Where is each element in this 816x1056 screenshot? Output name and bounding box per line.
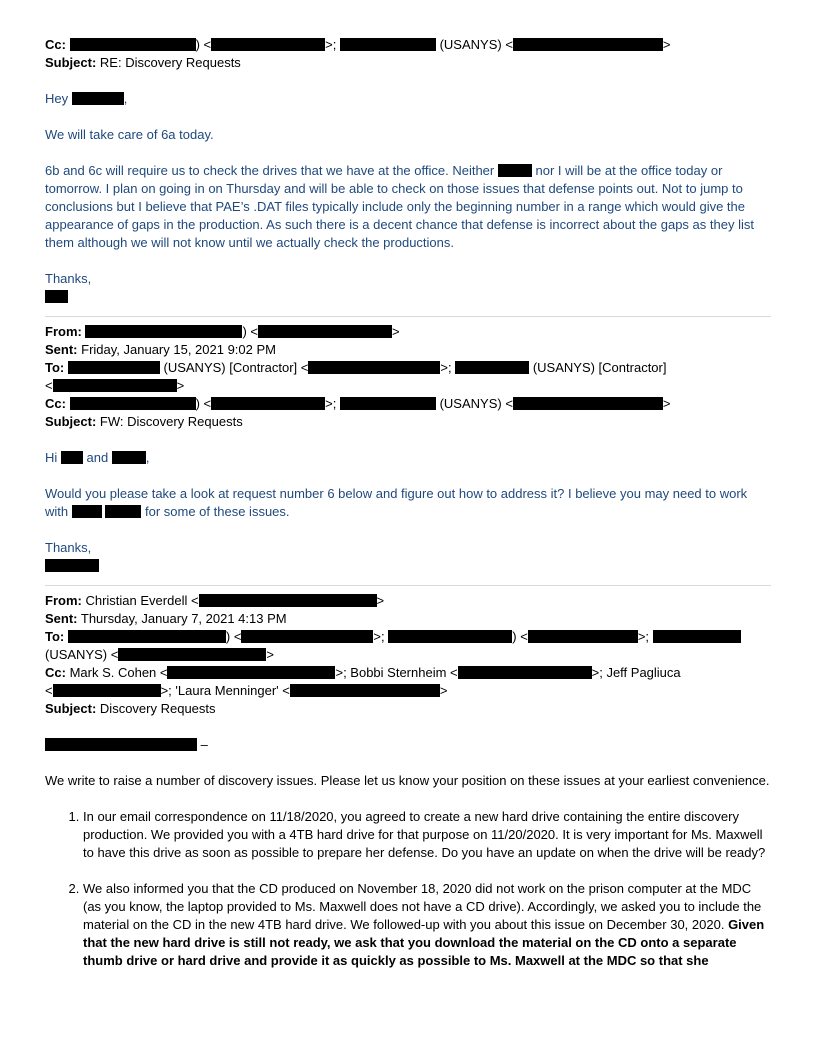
email-document: [45, 36, 771, 988]
fw-cc-line: Cc: ) < >; (USANYS) < >: [45, 396, 671, 411]
cc-line: Cc: ) < >; (USANYS) < >: [45, 37, 671, 52]
list-item: 1. In our email correspondence on 11/18/2020, you agreed to create a new hard drive containing the entire discovery production. We provided you with a 4TB hard drive for that purpose on 11/20/2020. It is very important for Ms. Maxwell to have this drive as soon as possible to prepare her defense. Do you have an update on when the drive will be ready?: [83, 808, 771, 862]
redaction: [340, 397, 436, 410]
separator: [45, 316, 771, 317]
redaction: [340, 38, 436, 51]
redaction: [241, 630, 373, 643]
reply-greeting: Hey ,: [45, 91, 128, 106]
reply-paragraph-1: We will take care of 6a today.: [45, 127, 214, 142]
redaction: [290, 684, 440, 697]
redaction: [112, 451, 146, 464]
fw-subject-line: Subject: FW: Discovery Requests: [45, 414, 243, 429]
redaction: [498, 164, 532, 177]
fw-signature: [45, 557, 771, 575]
redaction: [45, 290, 68, 303]
fw-to-line-2: < >: [45, 378, 185, 393]
separator: [45, 585, 771, 586]
redaction: [70, 38, 196, 51]
redaction: [211, 38, 325, 51]
redaction: [85, 325, 242, 338]
redaction: [528, 630, 638, 643]
redaction: [211, 397, 325, 410]
orig-sent-line: Sent: Thursday, January 7, 2021 4:13 PM: [45, 611, 287, 626]
redaction: [68, 630, 226, 643]
fw-sent-line: Sent: Friday, January 15, 2021 9:02 PM: [45, 342, 276, 357]
redaction: [45, 559, 99, 572]
fw-greeting: Hi and ,: [45, 450, 150, 465]
orig-intro: We write to raise a number of discovery issues. Please let us know your position on these issues at your earliest convenience.: [45, 773, 770, 788]
redaction: [53, 684, 161, 697]
redaction: [653, 630, 741, 643]
fw-signoff: Thanks,: [45, 540, 92, 555]
redaction: [308, 361, 440, 374]
redaction: [53, 379, 177, 392]
orig-salutation: –: [45, 736, 771, 754]
reply-signature: [45, 288, 771, 306]
list-item: 2. We also informed you that the CD produced on November 18, 2020 did not work on the prison computer at the MDC (as you know, the laptop provided to Ms. Maxwell does not have a CD drive). Accordingly, we asked you to include the material on the CD in the new 4TB hard drive. We followed-up with you about this issue on December 30, 2020. Given that the new hard drive is still not ready, we ask that you download the material on the CD onto a separate thumb drive or hard drive and provide it as quickly as possible to Ms. Maxwell at the MDC so that she: [83, 880, 771, 970]
redaction: [258, 325, 392, 338]
redaction: [72, 92, 124, 105]
redaction: [45, 738, 197, 751]
subject-text: RE: Discovery Requests: [99, 55, 241, 70]
cc-label: Cc:: [45, 37, 66, 52]
subject-line: Subject: RE: Discovery Requests: [45, 55, 241, 70]
reply-paragraph-2: 6b and 6c will require us to check the drives that we have at the office. Neither nor I will be at the office today or tomorrow. I plan on going in on Thursday and will be able to check on those issues that defense points out. Not to jump to conclusions but I believe that PAE’s .DAT files typically include only the beginning number in a range which would give the appearance of gaps in the production. As such there is a decent chance that defense is incorrect about the gaps as they list them although we will not know until we actually check the productions.: [45, 163, 754, 250]
redaction: [68, 361, 160, 374]
redaction: [61, 451, 83, 464]
redaction: [455, 361, 529, 374]
orig-cc-line-2: < >; 'Laura Menninger' < >: [45, 683, 448, 698]
redaction: [72, 505, 102, 518]
orig-from-line: From: Christian Everdell < >: [45, 593, 385, 608]
fw-from-line: From: ) < >: [45, 324, 400, 339]
redaction: [199, 594, 377, 607]
redaction: [167, 666, 335, 679]
orig-cc-line: Cc: Mark S. Cohen < >; Bobbi Sternheim < >; Jeff Pagliuca: [45, 665, 681, 680]
redaction: [388, 630, 512, 643]
redaction: [513, 397, 663, 410]
orig-to-line: To: ) < >; ) < >;: [45, 628, 771, 646]
redaction: [118, 648, 266, 661]
request-list: [45, 808, 771, 970]
redaction: [458, 666, 592, 679]
fw-to-line: To: (USANYS) [Contractor] < >; (USANYS) [Contractor]: [45, 360, 667, 375]
fw-paragraph-1: Would you please take a look at request number 6 below and figure out how to address it? I believe you may need to work with for some of these issues.: [45, 486, 748, 519]
reply-signoff: Thanks,: [45, 271, 92, 286]
orig-to-line-2: (USANYS) < >: [45, 647, 274, 662]
redaction: [70, 397, 196, 410]
redaction: [513, 38, 663, 51]
redaction: [105, 505, 141, 518]
orig-subject-line: Subject: Discovery Requests: [45, 701, 216, 716]
